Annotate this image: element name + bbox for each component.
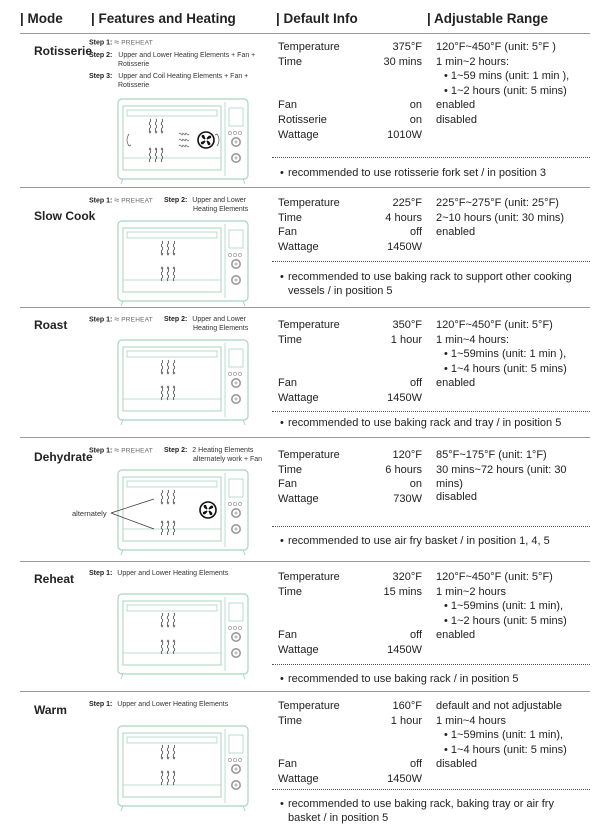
step-1 — [89, 315, 153, 324]
step-2 — [89, 51, 255, 60]
fan-range: enabled — [436, 377, 476, 390]
default-info — [278, 196, 578, 256]
recommendation-note — [280, 416, 588, 430]
step-label: Step 1: — [89, 701, 113, 708]
temperature-value: 160°F — [392, 700, 422, 712]
oven-diagram-icon — [117, 98, 251, 188]
step-label: Step 2: — [164, 447, 188, 454]
dotted-divider — [272, 789, 590, 790]
recommendation-note — [280, 270, 588, 298]
steps-list — [89, 315, 279, 339]
time-value: 1 hour — [390, 333, 422, 346]
label: Temperature — [278, 700, 340, 712]
note-text: recommended to use rotisserie fork set / in position 3 — [288, 167, 547, 179]
fan-range: disabled — [436, 491, 477, 503]
heat-wave-icon: ≈ — [114, 314, 120, 324]
time-range-item: • 1~59mins (unit: 1 min), — [444, 729, 564, 742]
time-range: 1 min~2 hours: — [436, 55, 510, 68]
temperature-range: 225°F~275°F (unit: 25°F) — [436, 197, 559, 209]
step-text-cont: alternately work + Fan — [193, 456, 263, 463]
step-label: Step 1: — [89, 447, 113, 455]
label: Temperature — [278, 319, 340, 331]
fan-value: off — [409, 629, 422, 642]
header-features: | Features and Heating — [91, 11, 236, 26]
time-range: 2~10 hours (unit: 30 mins) — [436, 211, 565, 224]
default-info — [278, 448, 598, 508]
dotted-divider — [272, 411, 590, 412]
mode-name: Reheat — [34, 572, 75, 586]
step-text-cont: Rotisserie — [118, 82, 150, 89]
label: Time — [278, 211, 303, 224]
time-range-item: • 1~2 hours (unit: 5 mins) — [444, 614, 567, 627]
temperature-value: 375°F — [392, 41, 422, 53]
time-range-item: • 1~4 hours (unit: 5 mins) — [444, 362, 567, 375]
header-default-info: | Default Info — [276, 11, 358, 26]
temperature-value: 120°F — [392, 449, 422, 461]
label: Fan — [278, 99, 297, 112]
step-1 — [89, 38, 153, 47]
note-text: recommended to use baking rack / in position 5 — [288, 673, 519, 685]
label: Wattage — [278, 128, 319, 141]
dotted-divider — [272, 664, 590, 665]
time-range: 1 min~4 hours: — [436, 333, 510, 346]
steps-list — [89, 446, 289, 470]
steps-list — [89, 569, 279, 581]
bullet-icon: • — [280, 535, 284, 547]
time-range: 1 min~4 hours — [436, 714, 507, 727]
step-1 — [89, 700, 228, 709]
step-text-cont: Heating Elements — [193, 206, 249, 213]
wattage-value: 1450W — [387, 392, 422, 404]
step-text: Upper and Lower Heating Elements — [117, 701, 229, 708]
step-label: Step 3: — [89, 73, 113, 80]
alternately-label: alternately — [72, 509, 107, 518]
label: Temperature — [278, 197, 340, 209]
dotted-divider — [272, 157, 590, 158]
time-range: 30 mins~72 hours (unit: 30 mins) — [436, 463, 567, 491]
step-text: PREHEAT — [121, 197, 153, 205]
temperature-value: 350°F — [392, 319, 422, 331]
heat-wave-icon: ≈ — [114, 445, 120, 455]
step-text: Upper and Lower — [192, 316, 246, 323]
recommendation-note — [280, 672, 588, 686]
label: Fan — [278, 478, 297, 491]
fan-range: enabled — [436, 629, 476, 642]
step-text: Upper and Coil Heating Elements + Fan + — [118, 73, 249, 80]
time-value: 6 hours — [385, 463, 422, 476]
step-text: Upper and Lower Heating Elements — [117, 570, 229, 577]
section-divider — [20, 561, 590, 562]
label: Time — [278, 333, 303, 346]
table-header — [0, 8, 614, 32]
fan-value: off — [409, 377, 422, 390]
section-divider — [20, 437, 590, 438]
label: Fan — [278, 377, 297, 390]
label: Wattage — [278, 240, 319, 253]
fan-value: off — [409, 226, 422, 239]
step-1 — [89, 569, 228, 578]
wattage-value: 1450W — [387, 644, 422, 656]
label: Fan — [278, 758, 297, 771]
temperature-range: 85°F~175°F (unit: 1°F) — [436, 449, 547, 461]
mode-name: Roast — [34, 318, 68, 332]
mode-name: Rotisserie — [34, 44, 93, 58]
mode-name: Dehydrate — [34, 450, 93, 464]
temperature-range: default and not adjustable — [436, 700, 562, 712]
time-value: 15 mins — [383, 585, 422, 598]
mode-name: Warm — [34, 703, 67, 717]
step-3 — [89, 72, 248, 81]
section-divider — [20, 187, 590, 188]
wattage-value: 730W — [393, 492, 422, 505]
label: Time — [278, 55, 303, 68]
rotisserie-range: disabled — [436, 114, 477, 126]
fan-value: on — [409, 99, 422, 112]
dotted-divider — [272, 261, 590, 262]
label: Time — [278, 585, 303, 598]
recommendation-note — [280, 166, 588, 180]
step-label: Step 1: — [89, 570, 113, 577]
label: Time — [278, 463, 303, 476]
note-text: recommended to use baking rack, baking tray or air fry basket / in position 5 — [288, 798, 554, 824]
oven-diagram-icon — [117, 339, 251, 429]
mode-name: Slow Cook — [34, 209, 96, 223]
step-label: Step 1: — [89, 316, 113, 324]
recommendation-note — [280, 797, 578, 825]
default-info — [278, 40, 578, 150]
step-label: Step 1: — [89, 39, 113, 47]
temperature-range: 120°F~450°F (unit: 5°F) — [436, 571, 553, 583]
step-2 — [164, 446, 253, 455]
step-1 — [89, 446, 153, 455]
label: Temperature — [278, 571, 340, 583]
step-label: Step 2: — [164, 316, 188, 323]
section-divider — [20, 307, 590, 308]
oven-diagram-icon — [117, 593, 251, 683]
temperature-value: 225°F — [392, 197, 422, 209]
label: Time — [278, 714, 303, 727]
label: Wattage — [278, 492, 319, 505]
bullet-icon: • — [280, 798, 284, 810]
step-label: Step 2: — [89, 52, 113, 59]
oven-diagram-icon — [117, 725, 251, 815]
label: Wattage — [278, 392, 319, 404]
time-value: 30 mins — [383, 55, 422, 68]
time-value: 1 hour — [390, 714, 422, 727]
label: Wattage — [278, 644, 319, 656]
header-divider — [20, 33, 590, 34]
step-1 — [89, 196, 153, 205]
step-text: Upper and Lower — [192, 197, 246, 204]
wattage-value: 1450W — [387, 773, 422, 785]
temperature-range: 120°F~450°F (unit: 5°F ) — [436, 41, 556, 53]
step-text: PREHEAT — [121, 447, 153, 455]
oven-diagram-icon — [117, 220, 251, 310]
time-range-item: • 1~59 mins (unit: 1 min ), — [444, 70, 570, 83]
header-adjustable-range: | Adjustable Range — [427, 11, 549, 26]
temperature-value: 320°F — [392, 571, 422, 583]
default-info — [278, 318, 578, 408]
step-text: PREHEAT — [121, 316, 153, 324]
recommendation-note — [280, 534, 588, 548]
step-label: Step 1: — [89, 197, 113, 205]
fan-value: off — [409, 758, 422, 771]
heat-wave-icon: ≈ — [114, 195, 120, 205]
step-text-cont: Heating Elements — [193, 325, 249, 332]
bullet-icon: • — [280, 167, 284, 179]
time-range-item: • 1~59mins (unit: 1 min), — [444, 600, 564, 613]
bullet-icon: • — [280, 673, 284, 685]
default-info — [278, 570, 578, 660]
time-range-item: • 1~4 hours (unit: 5 mins) — [444, 743, 567, 756]
step-text: PREHEAT — [121, 39, 153, 47]
label: Temperature — [278, 41, 340, 53]
label: Fan — [278, 226, 297, 239]
bullet-icon: • — [280, 271, 284, 283]
steps-list — [89, 196, 279, 220]
step-text: Upper and Lower Heating Elements + Fan + — [118, 52, 256, 59]
time-range-item: • 1~59mins (unit: 1 min ), — [444, 348, 567, 361]
rotisserie-value: on — [409, 114, 422, 126]
dotted-divider — [272, 526, 590, 527]
fan-value: on — [409, 478, 422, 491]
alternately-pointer-lines — [108, 493, 163, 533]
heat-wave-icon: ≈ — [114, 37, 120, 47]
fan-range: disabled — [436, 758, 477, 771]
wattage-value: 1010W — [387, 128, 422, 141]
time-range: 1 min~2 hours — [436, 585, 507, 598]
label: Fan — [278, 629, 297, 642]
step-label: Step 2: — [164, 197, 188, 204]
step-text: 2 Heating Elements — [192, 447, 254, 454]
time-range-item: • 1~2 hours (unit: 5 mins) — [444, 84, 567, 97]
note-text: recommended to use air fry basket / in position 1, 4, 5 — [288, 535, 550, 547]
wattage-value: 1450W — [387, 240, 422, 253]
steps-list — [89, 700, 279, 712]
time-value: 4 hours — [385, 211, 422, 224]
section-divider — [20, 691, 590, 692]
label: Temperature — [278, 449, 340, 461]
step-text-cont: Rotisserie — [118, 61, 150, 68]
default-info — [278, 699, 578, 789]
fan-range: enabled — [436, 226, 476, 239]
step-2 — [164, 315, 246, 324]
note-text: recommended to use baking rack and tray / in position 5 — [288, 417, 562, 429]
step-2 — [164, 196, 246, 205]
bullet-icon: • — [280, 417, 284, 429]
label: Wattage — [278, 773, 319, 785]
note-text: recommended to use baking rack to support other cooking vessels / in position 5 — [288, 271, 572, 297]
steps-list — [89, 38, 279, 98]
fan-range: enabled — [436, 99, 476, 112]
temperature-range: 120°F~450°F (unit: 5°F) — [436, 319, 553, 331]
header-mode: | Mode — [20, 11, 63, 26]
label: Rotisserie — [278, 114, 327, 126]
